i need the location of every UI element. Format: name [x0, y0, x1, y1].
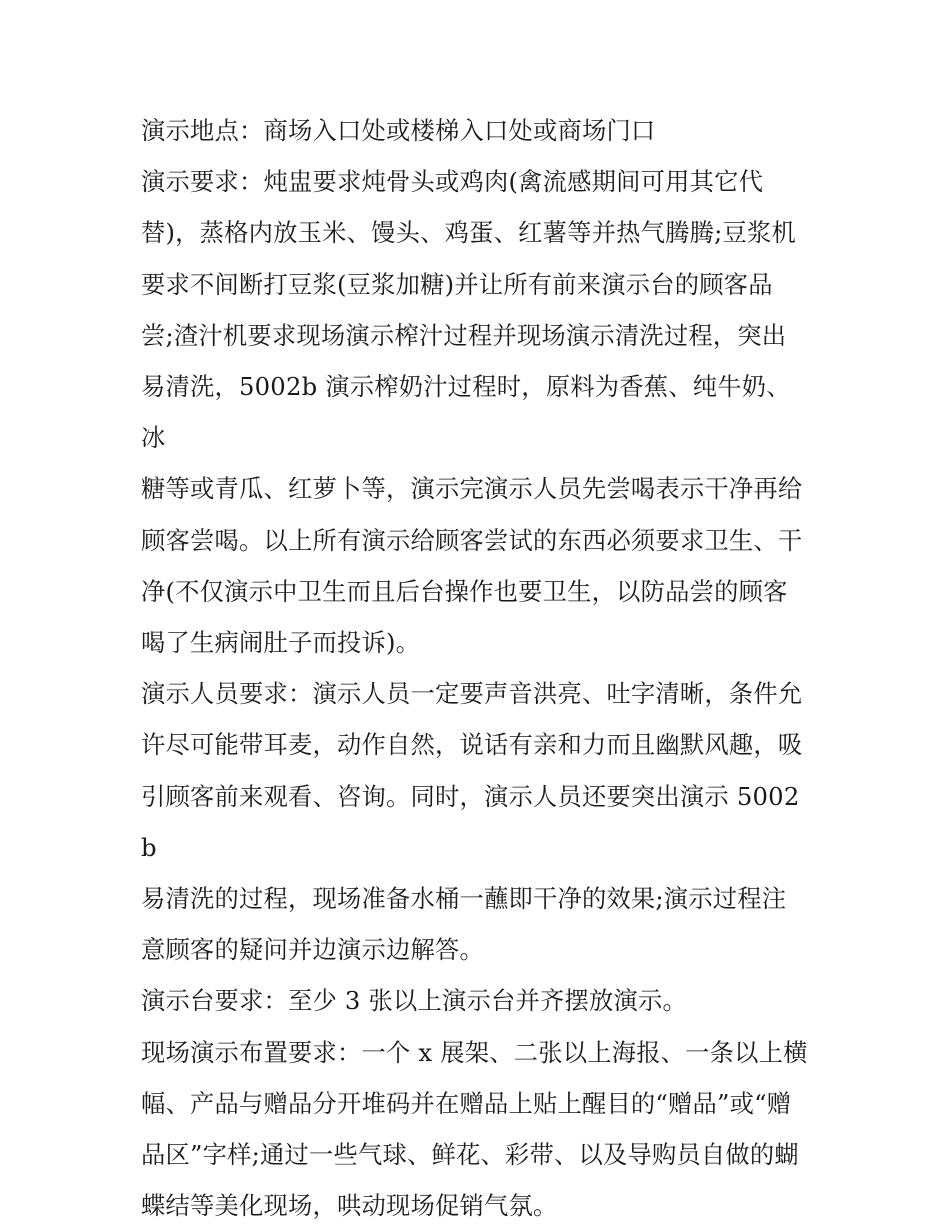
paragraph-demo-requirements: 演示要求：炖盅要求炖骨头或鸡肉(禽流感期间可用其它代 替)，蒸格内放玉米、馒头、鸡蛋、红薯等并热气腾腾;豆浆机 要求不间断打豆浆(豆浆加糖)并让所有前来演示台的顾客品 尝;渣汁机要求现场演示榨汁过程并现场演示清洗过程，突出 易清洗，5002b 演示榨奶汁过程时，原料为香蕉、纯牛奶、冰 糖等或青瓜、红萝卜等，演示完演示人员先尝喝表示干净再给 顾客尝喝。以上所有演示给顾客尝试的东西必须要求卫生、干 净(不仅演示中卫生而且后台操作也要卫生，以防品尝的顾客 喝了生病闹肚子而投诉)。 — [141, 167, 803, 658]
paragraph-location: 演示地点：商场入口处或楼梯入口处或商场门口 — [141, 116, 656, 145]
paragraph-table-requirements: 演示台要求：至少 3 张以上演示台并齐摆放演示。 — [141, 986, 687, 1016]
document-body — [141, 105, 813, 1231]
paragraph-layout-requirements: 现场演示布置要求：一个 x 展架、二张以上海报、一条以上横 幅、产品与赠品分开堆码并在赠品上贴上醒目的“赠品”或“赠 品区”字样;通过一些气球、鲜花、彩带、以及导购员自做的蝴 蝶结等美化现场，哄动现场促销气氛。 — [141, 1037, 808, 1221]
paragraph-staff-requirements: 演示人员要求：演示人员一定要声音洪亮、吐字清晰，条件允 许尽可能带耳麦，动作自然，说话有亲和力而且幽默风趣，吸 引顾客前来观看、咨询。同时，演示人员还要突出演示 5002b 易清洗的过程，现场准备水桶一蘸即干净的效果;演示过程注 意顾客的疑问并边演示边解答。 — [141, 679, 803, 965]
